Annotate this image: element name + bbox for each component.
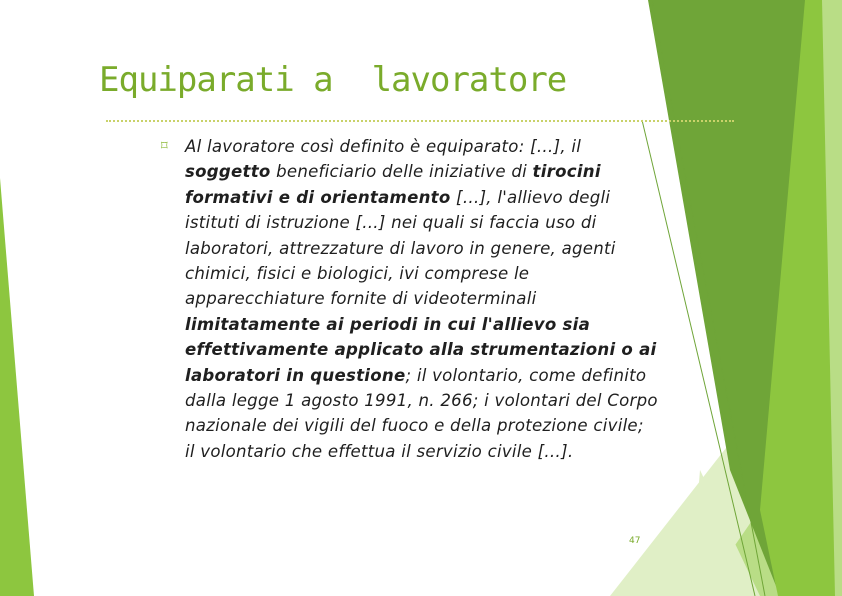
text-run: beneficiario delle iniziative di [270, 162, 533, 182]
title-divider [106, 120, 734, 122]
paragraph-line [185, 286, 725, 311]
paragraph-line [185, 363, 725, 388]
bold-text-run: tirocini [532, 162, 601, 182]
paragraph-line [185, 185, 725, 210]
bold-text-run: soggetto [185, 162, 271, 182]
paragraph-line [185, 134, 725, 159]
paragraph-line [185, 312, 725, 337]
text-run: dalla legge 1 agosto 1991, n. 266; i volontari del Corpo [185, 391, 658, 411]
paragraph-line [185, 388, 725, 413]
paragraph-line [185, 413, 725, 438]
page-number: 47 [629, 536, 641, 546]
text-run: chimici, fisici e biologici, ivi comprese le [185, 264, 530, 284]
paragraph-line [185, 439, 725, 464]
paragraph-line [185, 159, 725, 184]
text-run: […], l'allievo degli [450, 187, 611, 207]
text-run: laboratori, attrezzature di lavoro in genere, agenti [185, 238, 616, 258]
paragraph-line [185, 337, 725, 362]
bullet-paragraph [185, 134, 725, 464]
paragraph-line [185, 236, 725, 261]
paragraph-line [185, 261, 725, 286]
left-edge-triangle [0, 178, 34, 596]
bold-text-run: formativi e di orientamento [185, 187, 451, 207]
slide-title: Equiparati a lavoratore [99, 60, 567, 100]
paragraph-line [185, 210, 725, 235]
text-run: istituti di istruzione [...] nei quali si faccia uso di [185, 213, 597, 233]
text-run: apparecchiature fornite di videoterminali [185, 289, 537, 309]
text-run: Al lavoratore così definito è equiparato: […], il [185, 137, 582, 156]
bold-text-run: limitatamente ai periodi in cui l'allievo sia [185, 314, 591, 334]
bold-text-run: effettivamente applicato alla strumentazioni o ai [185, 340, 657, 360]
bullet-icon: ⌑ [161, 139, 168, 154]
text-run: nazionale dei vigili del fuoco e della protezione civile; [185, 416, 644, 436]
text-run: il volontario che effettua il servizio civile […]. [185, 441, 574, 461]
text-run: ; il volontario, come definito [405, 365, 647, 385]
bold-text-run: laboratori in questione [185, 365, 406, 385]
